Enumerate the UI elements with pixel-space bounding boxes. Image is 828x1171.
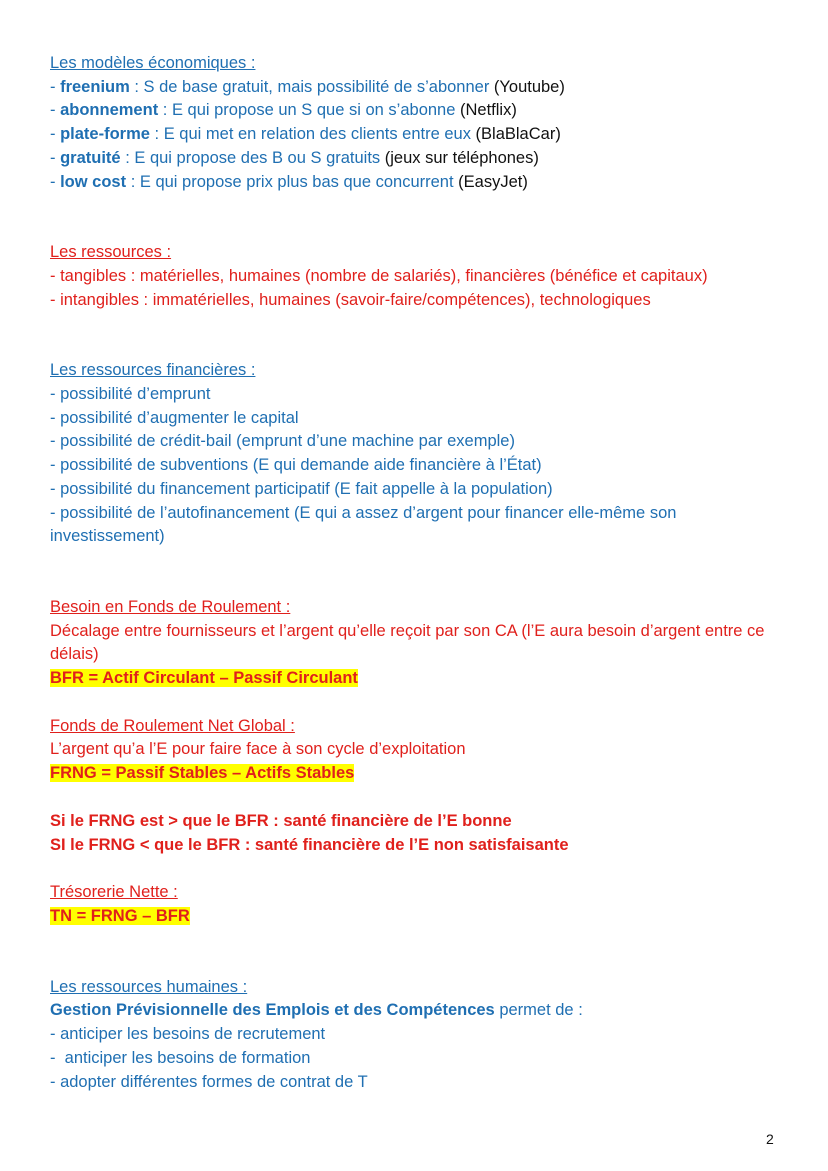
rule-bad: SI le FRNG < que le BFR : santé financière de l’E non satisfaisante <box>50 835 569 854</box>
list-item: - possibilité d’emprunt <box>50 385 211 404</box>
rule-good: Si le FRNG est > que le BFR : santé financière de l’E bonne <box>50 811 512 830</box>
tn-title: Trésorerie Nette : <box>50 883 178 902</box>
example: (BlaBlaCar) <box>475 125 561 144</box>
hr-title: Les ressources humaines : <box>50 977 248 996</box>
list-item: - possibilité d’augmenter le capital <box>50 408 299 427</box>
page-content <box>50 52 780 1094</box>
frng-formula: FRNG = Passif Stables – Actifs Stables <box>50 764 355 783</box>
models-title: Les modèles économiques : <box>50 54 256 72</box>
list-item: - adopter différentes formes de contrat de T <box>50 1072 368 1091</box>
frng-title: Fonds de Roulement Net Global : <box>50 716 295 735</box>
bfr-text: Décalage entre fournisseurs et l’argent qu’elle reçoit par son CA (l’E aura besoin d’argent entre ce délais) <box>50 621 765 664</box>
term: plate-forme <box>60 125 150 144</box>
list-item: - possibilité de l’autofinancement (E qui a assez d’argent pour financer elle-même son investissement) <box>50 503 677 546</box>
list-item: - abonnement : E qui propose un S que si on s’abonne (Netflix) <box>50 101 517 120</box>
term: abonnement <box>60 101 159 120</box>
term: freenium <box>60 77 130 96</box>
example: (EasyJet) <box>458 172 528 191</box>
list-item: - possibilité de crédit-bail (emprunt d’une machine par exemple) <box>50 432 515 451</box>
list-item: - anticiper les besoins de formation <box>50 1048 311 1067</box>
list-item: - low cost : E qui propose prix plus bas que concurrent (EasyJet) <box>50 172 528 191</box>
list-item: - gratuité : E qui propose des B ou S gratuits (jeux sur téléphones) <box>50 148 539 167</box>
example: (Youtube) <box>493 77 565 96</box>
models-list <box>50 76 780 195</box>
resources-title: Les ressources : <box>50 243 172 262</box>
list-item: - plate-forme : E qui met en relation des clients entre eux (BlaBlaCar) <box>50 125 561 144</box>
tn-formula: TN = FRNG – BFR <box>50 906 190 925</box>
frng-text: L’argent qu’a l’E pour faire face à son cycle d’exploitation <box>50 740 466 759</box>
list-item: - possibilité de subventions (E qui demande aide financière à l’État) <box>50 456 542 475</box>
list-item: - anticiper les besoins de recrutement <box>50 1025 326 1044</box>
term: gratuité <box>60 148 121 167</box>
bfr-title: Besoin en Fonds de Roulement : <box>50 597 291 616</box>
list-item: - intangibles : immatérielles, humaines (savoir-faire/compétences), technologiques <box>50 290 651 309</box>
list-item: - possibilité du financement participatif (E fait appelle à la population) <box>50 479 553 498</box>
bfr-formula: BFR = Actif Circulant – Passif Circulant <box>50 669 358 688</box>
list-item: - tangibles : matérielles, humaines (nombre de salariés), financières (bénéfice et capitaux) <box>50 266 708 285</box>
term: low cost <box>60 172 127 191</box>
example: (Netflix) <box>459 101 517 120</box>
hr-intro: Gestion Prévisionnelle des Emplois et des Compétences permet de : <box>50 1001 583 1020</box>
page-number: 2 <box>766 1131 774 1147</box>
example: (jeux sur téléphones) <box>384 148 539 167</box>
financial-title: Les ressources financières : <box>50 361 256 380</box>
list-item: - freenium : S de base gratuit, mais possibilité de s’abonner (Youtube) <box>50 77 565 96</box>
